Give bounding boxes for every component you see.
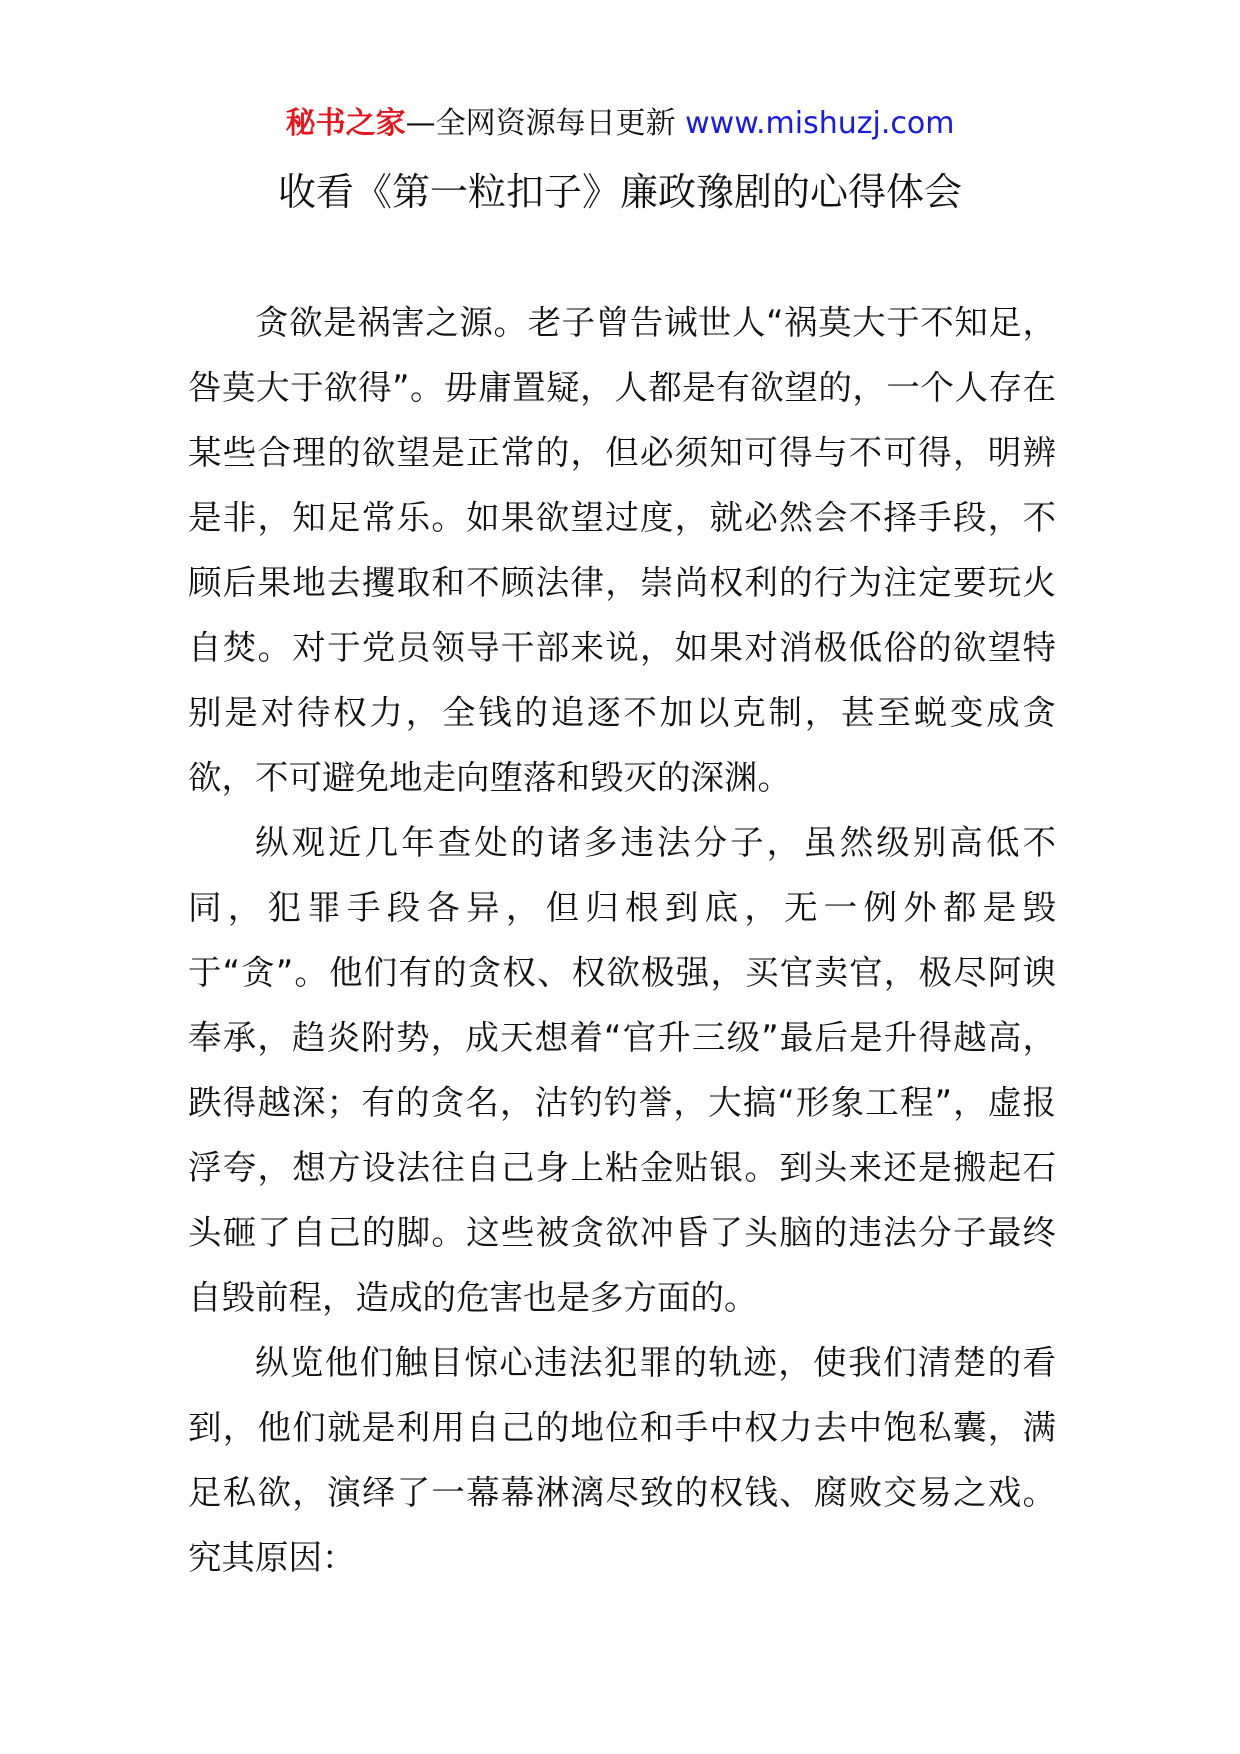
site-header — [0, 104, 1240, 144]
site-url-link[interactable]: www.mishuzj.com — [685, 106, 955, 141]
paragraph: 贪欲是祸害之源。老子曾告诫世人“祸莫大于不知足，咎莫大于欲得”。毋庸置疑，人都是有欲望的，一个人存在某些合理的欲望是正常的，但必须知可得与不可得，明辨是非，知足常乐。如果欲望过度，就必然会不择手段，不顾后果地去攫取和不顾法律，崇尚权利的行为注定要玩火自焚。对于党员领导干部来说，如果对消极低俗的欲望特别是对待权力，全钱的追逐不加以克制，甚至蜕变成贪欲，不可避免地走向堕落和毁灭的深渊。 — [188, 303, 1056, 797]
document-title: 收看《第一粒扣子》廉政豫剧的心得体会 — [277, 170, 962, 214]
site-tagline: —全网资源每日更新 — [405, 106, 686, 141]
site-brand: 秘书之家 — [285, 106, 406, 141]
paragraph: 纵览他们触目惊心违法犯罪的轨迹，使我们清楚的看到，他们就是利用自己的地位和手中权力去中饱私囊，满足私欲，演绎了一幕幕淋漓尽致的权钱、腐败交易之戏。究其原因： — [188, 1343, 1056, 1577]
document-body — [188, 290, 1056, 1590]
paragraph: 纵观近几年查处的诸多违法分子，虽然级别高低不同，犯罪手段各异，但归根到底，无一例外都是毁于“贪”。他们有的贪权、权欲极强，买官卖官，极尽阿谀奉承，趋炎附势，成天想着“官升三级”最后是升得越高，跌得越深；有的贪名，沽钓钓誉，大搞“形象工程”，虚报浮夸，想方设法往自己身上粘金贴银。到头来还是搬起石头砸了自己的脚。这些被贪欲冲昏了头脑的违法分子最终自毁前程，造成的危害也是多方面的。 — [188, 823, 1056, 1317]
